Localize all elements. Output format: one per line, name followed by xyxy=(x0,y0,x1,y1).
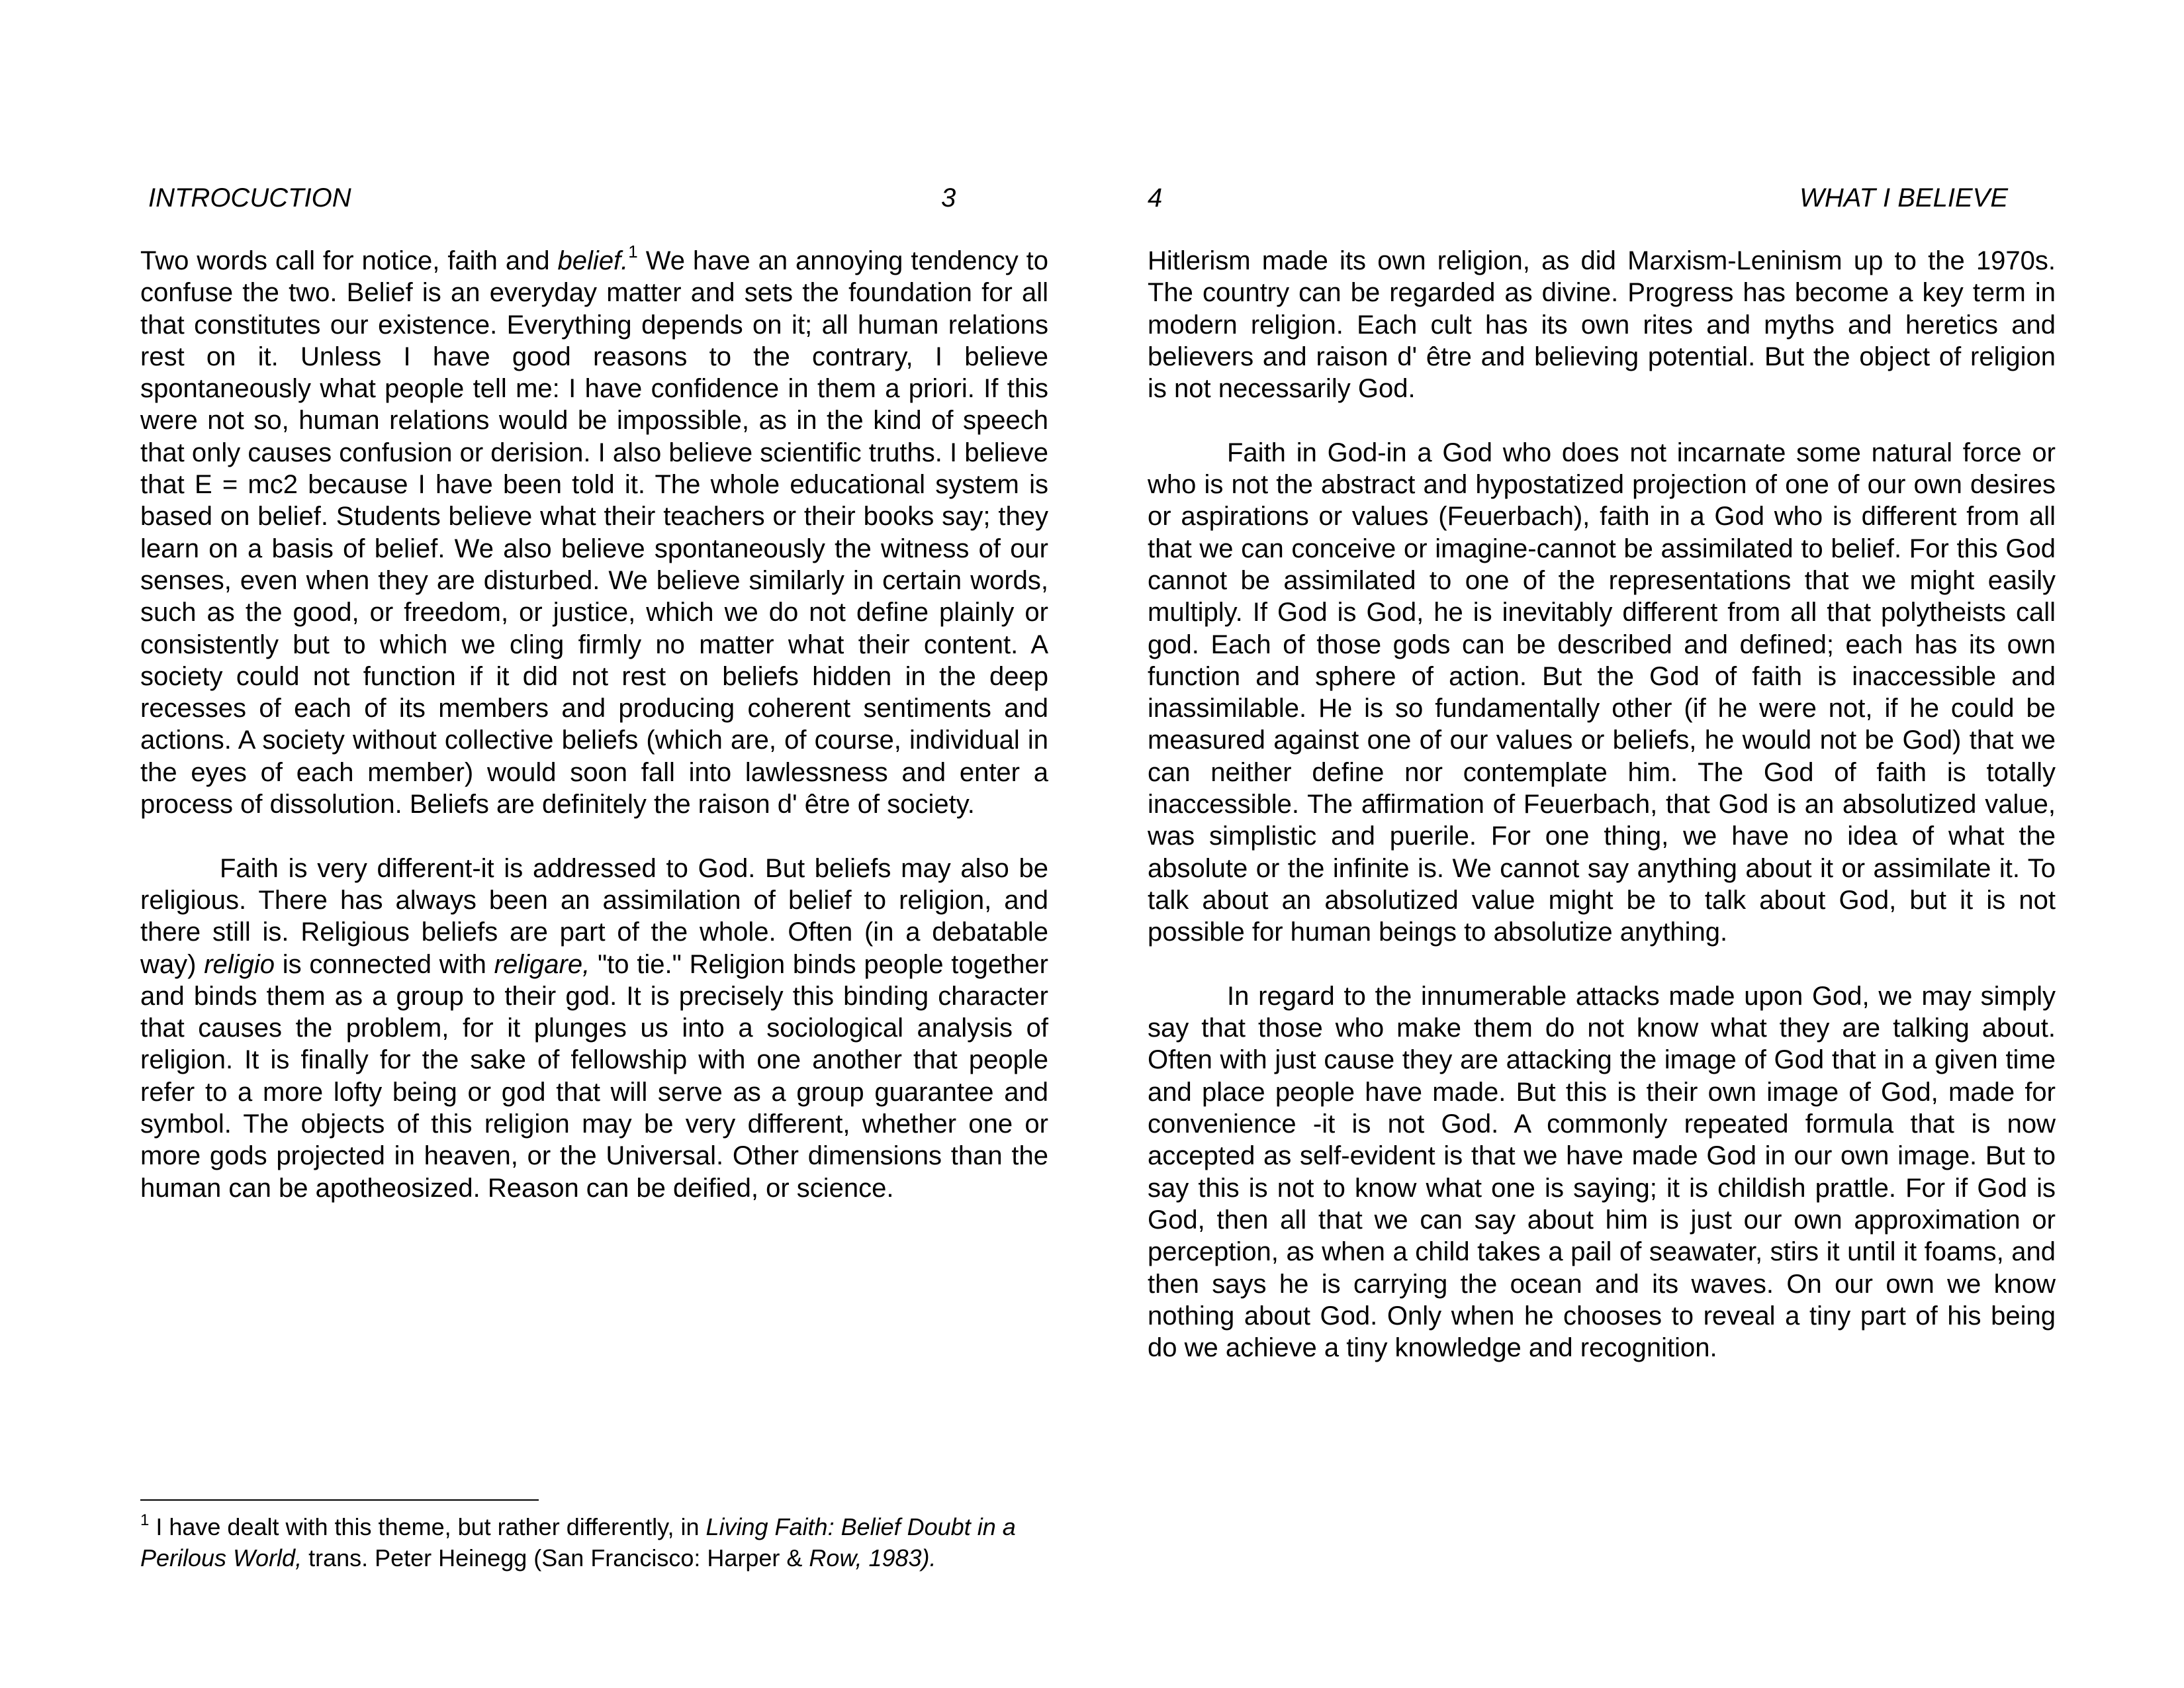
left-paragraph-1: Two words call for notice, faith and belief.$^1$ We have an annoying tendency to confuse the two. Belief is an everyday matter and sets the foundation for all that constitutes our existence. Everything depends on it; all human relations rest on it. Unless I have good reasons to the contrary, I believe spontaneously what people tell me: I have confidence in them a priori. If this were not so, human relations would be impossible, as in the kind of speech that only causes confusion or derision. I also believe scientific truths. I believe that E = mc2 because I have been told it. The whole educational system is based on belief. Students believe what their teachers or their books say; they learn on a basis of belief. We also believe spontaneously the witness of our senses, even when they are disturbed. We believe similarly in certain words, such as the good, or freedom, or justice, which we do not define plainly or consistently but to which we cling firmly no matter what their content. A society could not function if it did not rest on beliefs hidden in the deep recesses of each of its members and producing coherent sentiments and actions. A society without collective beliefs (which are, of course, individual in the eyes of each member) would soon fall into lawlessness and enter a process of dissolution. Beliefs are definitely the raison d' être of society. xyxy=(140,241,1048,820)
footnote-number: 1 xyxy=(140,1511,150,1529)
right-page xyxy=(1148,0,2056,1688)
right-paragraph-2: Faith in God-in a God who does not incarnate some natural force or who is not the abstract and hypostatized projection of one of our own desires or aspirations or values (Feuerbach), faith in a God who is different from all that we can conceive or imagine-cannot be assimilated to belief. For this God cannot be assimilated to one of the representations that we might easily multiply. If God is God, he is inevitably different from all that polytheists call god. Each of those gods can be described and defined; each has its own function and sphere of action. But the God of faith is inaccessible and inassimilable. He is so fundamentally other (if he were not, if he could be measured against one of our values or beliefs, he would not be God) that we can neither define nor contemplate him. The God of faith is totally inaccessible. The affirmation of Feuerbach, that God is an absolutized value, was simplistic and puerile. For one thing, we have no idea of what the absolute or the infinite is. We cannot say anything about it or assimilate it. To talk about an absolutized value might be to talk about God, but it is not possible for human beings to absolutize anything. xyxy=(1148,438,2056,947)
right-page-number: 4 xyxy=(1148,183,1163,212)
left-page xyxy=(140,0,1048,1688)
right-header-title: WHAT I BELIEVE xyxy=(1799,183,2008,212)
footnote-publisher-tail: Row, 1983). xyxy=(809,1544,936,1571)
religare-word: religare, xyxy=(494,949,590,979)
belief-word: belief. xyxy=(557,246,629,275)
religio-word: religio xyxy=(204,949,275,979)
left-running-head xyxy=(140,181,1048,214)
left-paragraph-2: Faith is very different-it is addressed to God. But beliefs may also be religious. There has always been an assimilation of belief to religion, and there still is. Religious beliefs are part of the whole. Often (in a debatable way) religio is connected with religare, "to tie." Religion binds people together and binds them as a group to their god. It is precisely this binding character that causes the problem, for it plunges us into a sociological analysis of religion. It is finally for the sake of fellowship with one another that people refer to a more lofty being or god that will serve as a group guarantee and symbol. The objects of this religion may be very different, whether one or more gods projected in heaven, or the Universal. Other dimensions than the human can be apotheosized. Reason can be deified, or science. xyxy=(140,853,1048,1203)
footnote-book-title: Living Faith: Belief Doubt in a Perilous World, xyxy=(140,1513,1016,1571)
right-body-text xyxy=(1148,245,2056,1364)
left-page-number: 3 xyxy=(941,183,956,212)
footnote-separator xyxy=(140,1499,539,1501)
left-body-text xyxy=(140,241,1048,1204)
right-paragraph-3: In regard to the innumerable attacks made upon God, we may simply say that those who make them do not know what they are talking about. Often with just cause they are attacking the image of God that in a given time and place people have made. But this is their own image of God, made for convenience -it is not God. A commonly repeated formula that is now accepted as self-evident is that we have made God in our own image. But to say this is not to know what one is saying; it is childish prattle. For if God is God, then all that we can say about him is just our own approximation or perception, as when a child takes a pail of seawater, stirs it until it foams, and then says he is carrying the ocean and its waves. On our own we know nothing about God. Only when he chooses to reveal a tiny part of his being do we achieve a tiny knowledge and recognition. xyxy=(1148,981,2056,1363)
footnote: $^1$ I have dealt with this theme, but rather differently, in Living Faith: Belief Doubt in a Perilous World, trans. Peter Heinegg (San Francisco: Harper & Row, 1983). xyxy=(140,1511,1016,1571)
right-running-head xyxy=(1148,181,2056,214)
left-header-title: INTROCUCTION xyxy=(148,183,351,212)
footnote-reference[interactable]: 1 xyxy=(628,241,638,261)
right-paragraph-1: Hitlerism made its own religion, as did Marxism-Leninism up to the 1970s. The country can be regarded as divine. Progress has become a key term in modern religion. Each cult has its own rites and myths and heretics and believers and raison d' être and believing potential. But the object of religion is not necessarily God. xyxy=(1148,246,2056,404)
